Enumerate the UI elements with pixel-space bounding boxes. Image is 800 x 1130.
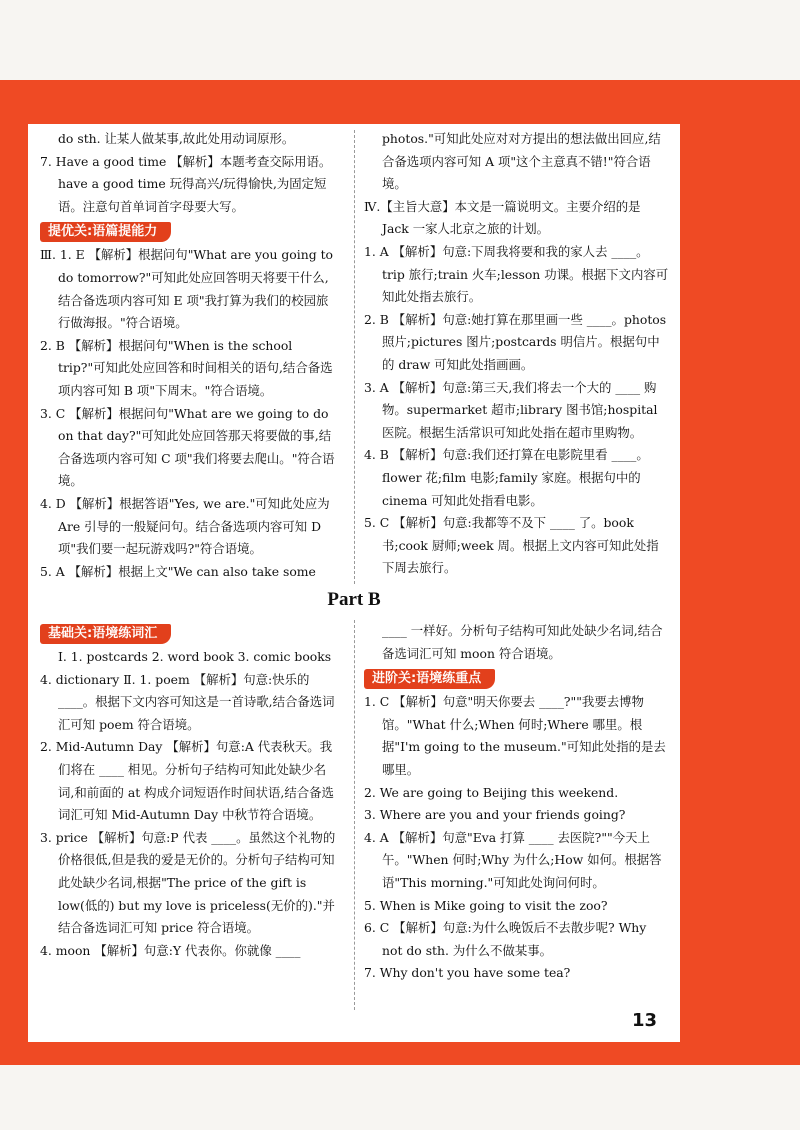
bottom-right-column bbox=[364, 620, 670, 985]
answer-item: 6. C 【解析】句意:为什么晚饭后不去散步呢? Why not do sth. 为什么不做某事。 bbox=[364, 920, 647, 958]
section-tag-jinjie: 进阶关:语境练重点 bbox=[364, 669, 495, 689]
answer-item: 4. dictionary Ⅱ. 1. poem 【解析】句意:快乐的 ____。根据下文内容可知这是一首诗歌,结合备选词汇可知 poem 符合语境。 bbox=[40, 671, 335, 732]
answer-item: 2. We are going to Beijing this weekend. bbox=[364, 784, 619, 800]
answer-item: 4. A 【解析】句意"Eva 打算 ____ 去医院?""今天上午。"When 何时;Why 为什么;How 如何。根据答语"This morning."可知此处询问何时。 bbox=[364, 829, 662, 890]
answer-item: Ⅲ. 1. E 【解析】根据问句"What are you going to do tomorrow?"可知此处应回答明天将要干什么,结合备选项内容可知 E 项"我打算为我们的校园旅行做海报。"符合语境。 bbox=[40, 247, 334, 331]
answer-page bbox=[28, 124, 680, 1042]
answer-item: 3. C 【解析】根据问句"What are we going to do on that day?"可知此处应回答那天将要做的事,结合备选项内容可知 C 项"我们将要去爬山。"符合语境。 bbox=[40, 405, 335, 489]
part-b-heading: Part B bbox=[327, 589, 381, 610]
answer-item: 4. B 【解析】句意:我们还打算在电影院里看 ____。flower 花;film 电影;family 家庭。根据句中的 cinema 可知此处指看电影。 bbox=[364, 447, 649, 508]
main-idea: Ⅳ.【主旨大意】本文是一篇说明文。主要介绍的是 Jack 一家人北京之旅的计划。 bbox=[364, 198, 641, 237]
answer-item: 5. C 【解析】句意:我都等不及下 ____ 了。book 书;cook 厨师;week 周。根据上文内容可知此处指下周去旅行。 bbox=[364, 515, 659, 576]
answer-item: 2. Mid-Autumn Day 【解析】句意:A 代表秋天。我们将在 ____ 相见。分析句子结构可知此处缺少名词,和前面的 at 构成介词短语作时间状语,结合备选词汇可知 Mid-Autumn Day 中秋节符合语境。 bbox=[40, 739, 334, 823]
answer-item: 2. B 【解析】句意:她打算在那里画一些 ____。photos 照片;pictures 图片;postcards 明信片。根据句中的 draw 可知此处指画画。 bbox=[364, 311, 667, 372]
column-divider bbox=[354, 130, 355, 584]
answer-item: 2. B 【解析】根据问句"When is the school trip?"可知此处应回答和时间相关的语句,结合备选项内容可知 B 项"下周末。"符合语境。 bbox=[40, 337, 333, 398]
text-line: do sth. 让某人做某事,故此处用动词原形。 bbox=[58, 131, 295, 146]
text-line: ____ 一样好。分析句子结构可知此处缺少名词,结合备选词汇可知 moon 符合语境。 bbox=[382, 623, 663, 661]
page-number: 13 bbox=[632, 1010, 658, 1031]
answer-item: 3. Where are you and your friends going? bbox=[364, 807, 626, 823]
answer-item: 3. A 【解析】句意:第三天,我们将去一个大的 ____ 购物。supermarket 超市;library 图书馆;hospital 医院。根据生活常识可知此处指在超市里购物。 bbox=[364, 379, 658, 440]
top-left-column bbox=[40, 128, 340, 583]
answer-item: 7. Why don't you have some tea? bbox=[364, 965, 571, 981]
section-tag-jichu: 基础关:语境练词汇 bbox=[40, 624, 171, 644]
answer-item: 5. A 【解析】根据上文"We can also take some bbox=[40, 563, 316, 579]
bottom-left-column bbox=[40, 620, 340, 962]
answer-item-7: 7. Have a good time 【解析】本题考查交际用语。have a good time 玩得高兴/玩得愉快,为固定短语。注意句首单词首字母要大写。 bbox=[40, 153, 332, 214]
answer-item: 3. price 【解析】句意:P 代表 ____。虽然这个礼物的价格很低,但是我的爱是无价的。分析句子结构可知此处缺少名词,根据"The price of the gift is low(低的) but my love is priceless(无价的)."并结合备选词汇可知 price 符合语境。 bbox=[40, 829, 336, 936]
answer-item: 5. When is Mike going to visit the zoo? bbox=[364, 897, 608, 913]
answer-item: 1. A 【解析】句意:下周我将要和我的家人去 ____。trip 旅行;train 火车;lesson 功课。根据下文内容可知此处指去旅行。 bbox=[364, 243, 669, 305]
answer-item: 1. C 【解析】句意"明天你要去 ____?""我要去博物馆。"What 什么;When 何时;Where 哪里。根据"I'm going to the museum."可知此处指的是去哪里。 bbox=[364, 694, 666, 777]
answer-item: 4. moon 【解析】句意:Y 代表你。你就像 ____ bbox=[40, 942, 301, 958]
answer-line: Ⅰ. 1. postcards 2. word book 3. comic books bbox=[58, 649, 332, 664]
top-right-column bbox=[364, 128, 670, 580]
section-tag-tiyou: 提优关:语篇提能力 bbox=[40, 222, 171, 242]
column-divider bbox=[354, 620, 355, 1010]
text-line: photos."可知此处应对对方提出的想法做出回应,结合备选项内容可知 A 项"这个主意真不错!"符合语境。 bbox=[382, 131, 661, 192]
answer-item: 4. D 【解析】根据答语"Yes, we are."可知此处应为 Are 引导的一般疑问句。结合备选项内容可知 D 项"我们要一起玩游戏吗?"符合语境。 bbox=[40, 495, 330, 557]
